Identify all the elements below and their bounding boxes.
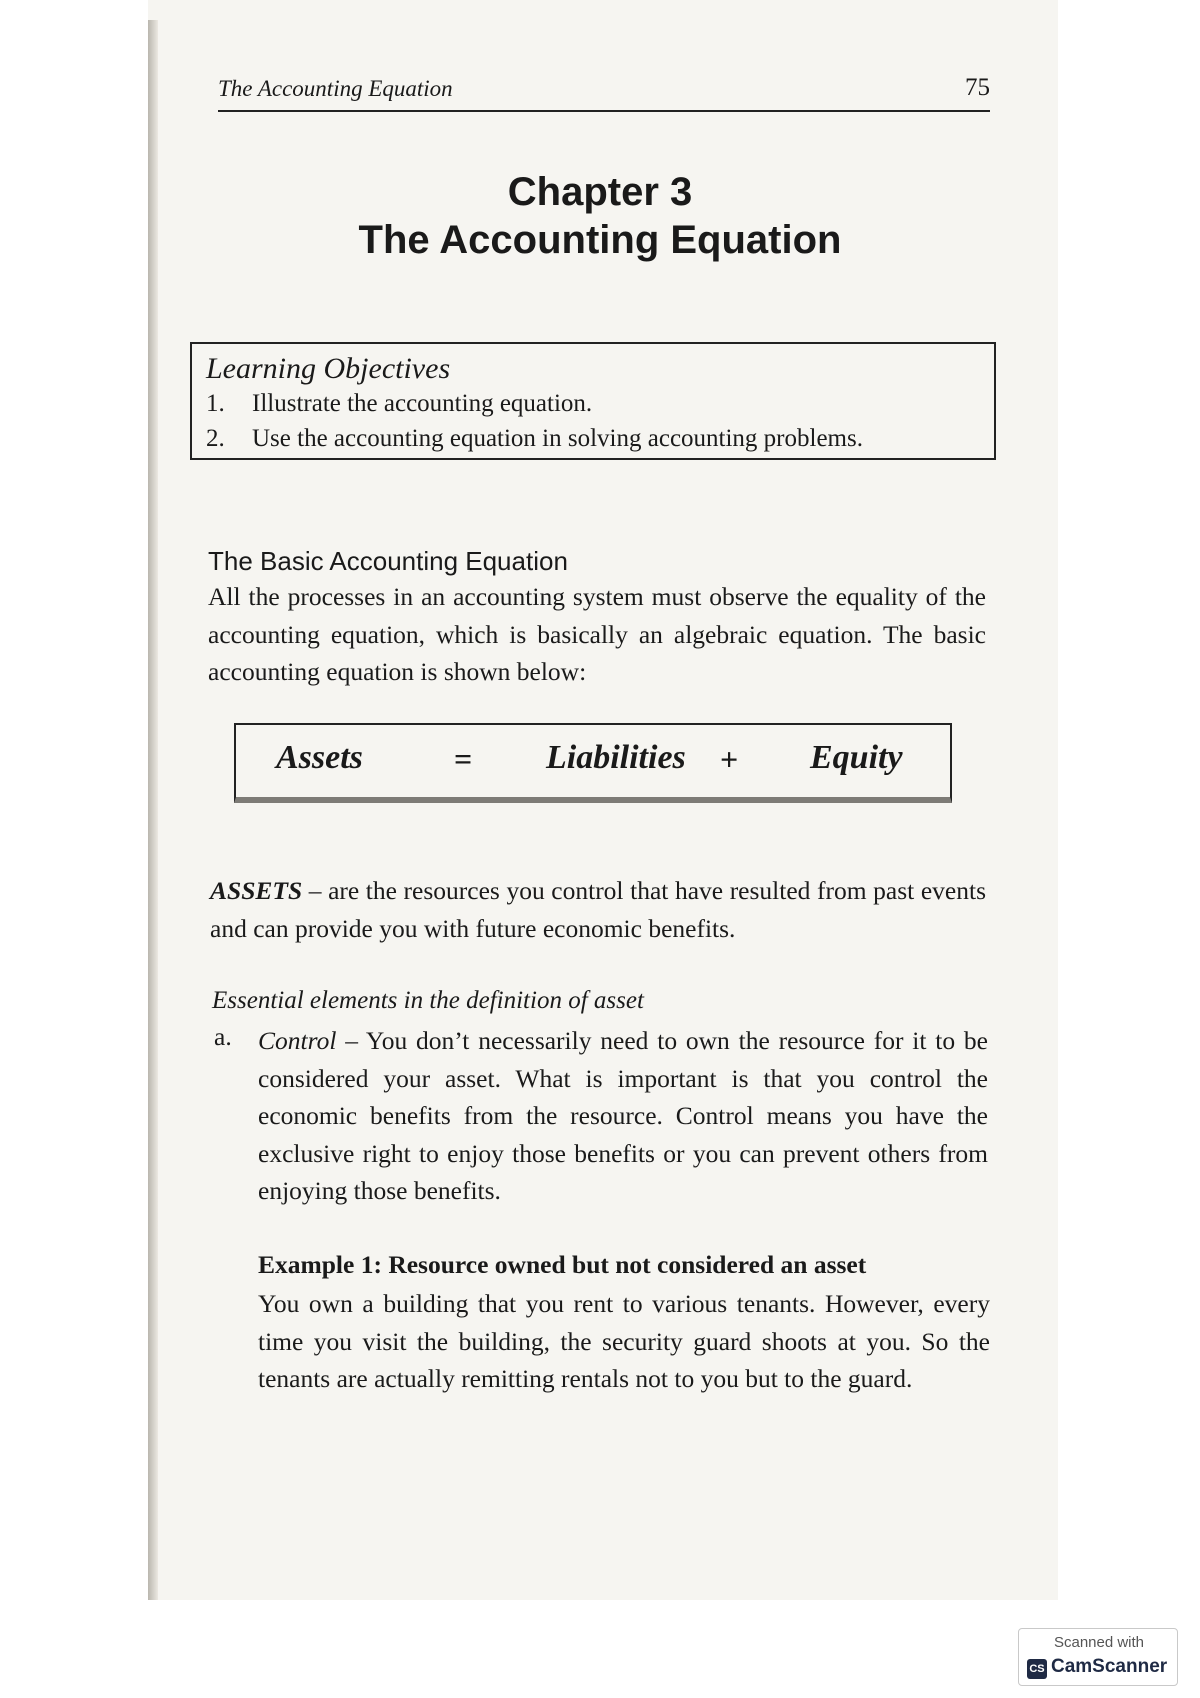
assets-term: ASSETS xyxy=(210,876,303,905)
equation-plus: + xyxy=(720,741,739,777)
equation-assets: Assets xyxy=(276,739,363,776)
objective-text: Illustrate the accounting equation. xyxy=(252,390,593,417)
example-heading: Example 1: Resource owned but not considered an asset xyxy=(258,1250,867,1279)
equation-box xyxy=(234,723,952,803)
intro-paragraph: All the processes in an accounting system must observe the equality of the accounting equation, which is basically an algebraic equation. The basic accounting equation is shown below: xyxy=(208,582,986,686)
objective-number: 2. xyxy=(206,425,225,452)
equation-liabilities: Liabilities xyxy=(546,739,686,776)
objective-text: Use the accounting equation in solving accounting problems. xyxy=(252,425,863,452)
camscanner-brand: CamScanner xyxy=(1051,1656,1168,1677)
list-marker: a. xyxy=(214,1022,232,1051)
learning-objective-item xyxy=(206,390,592,418)
chapter-title: The Accounting Equation xyxy=(358,218,842,262)
running-head xyxy=(218,74,990,112)
equation-equity: Equity xyxy=(810,739,903,776)
example-paragraph: You own a building that you rent to various tenants. However, every time you visit the building, the security guard shoots at you. So the tenants are actually remitting rentals not to you but to the guard. xyxy=(258,1289,990,1393)
running-head-title: The Accounting Equation xyxy=(218,76,453,101)
section-title: The Basic Accounting Equation xyxy=(208,546,568,576)
camscanner-logo-icon: CS xyxy=(1027,1659,1047,1679)
control-paragraph xyxy=(258,1022,988,1210)
watermark-caption: Scanned with xyxy=(1053,1634,1145,1651)
essential-elements-heading: Essential elements in the definition of asset xyxy=(212,987,644,1014)
learning-objectives-box xyxy=(190,342,996,460)
assets-definition-text: – are the resources you control that have resulted from past events and can provide you with future economic benefits. xyxy=(210,876,986,943)
equation-equals: = xyxy=(454,741,473,777)
objective-number: 1. xyxy=(206,390,225,417)
chapter-label: Chapter 3 xyxy=(507,170,693,214)
page-number: 75 xyxy=(965,74,990,101)
learning-objective-item xyxy=(206,425,863,453)
control-text: – You don’t necessarily need to own the resource for it to be considered your asset. What is important is that you control the economic benefits from the resource. Control means you have the exclusive right to enjoy those benefits or you can prevent others from enjoying those benefits. xyxy=(258,1026,988,1205)
control-term: Control xyxy=(258,1026,337,1055)
camscanner-watermark xyxy=(1018,1628,1178,1686)
assets-definition xyxy=(210,872,986,947)
learning-objectives-heading: Learning Objectives xyxy=(206,352,451,385)
